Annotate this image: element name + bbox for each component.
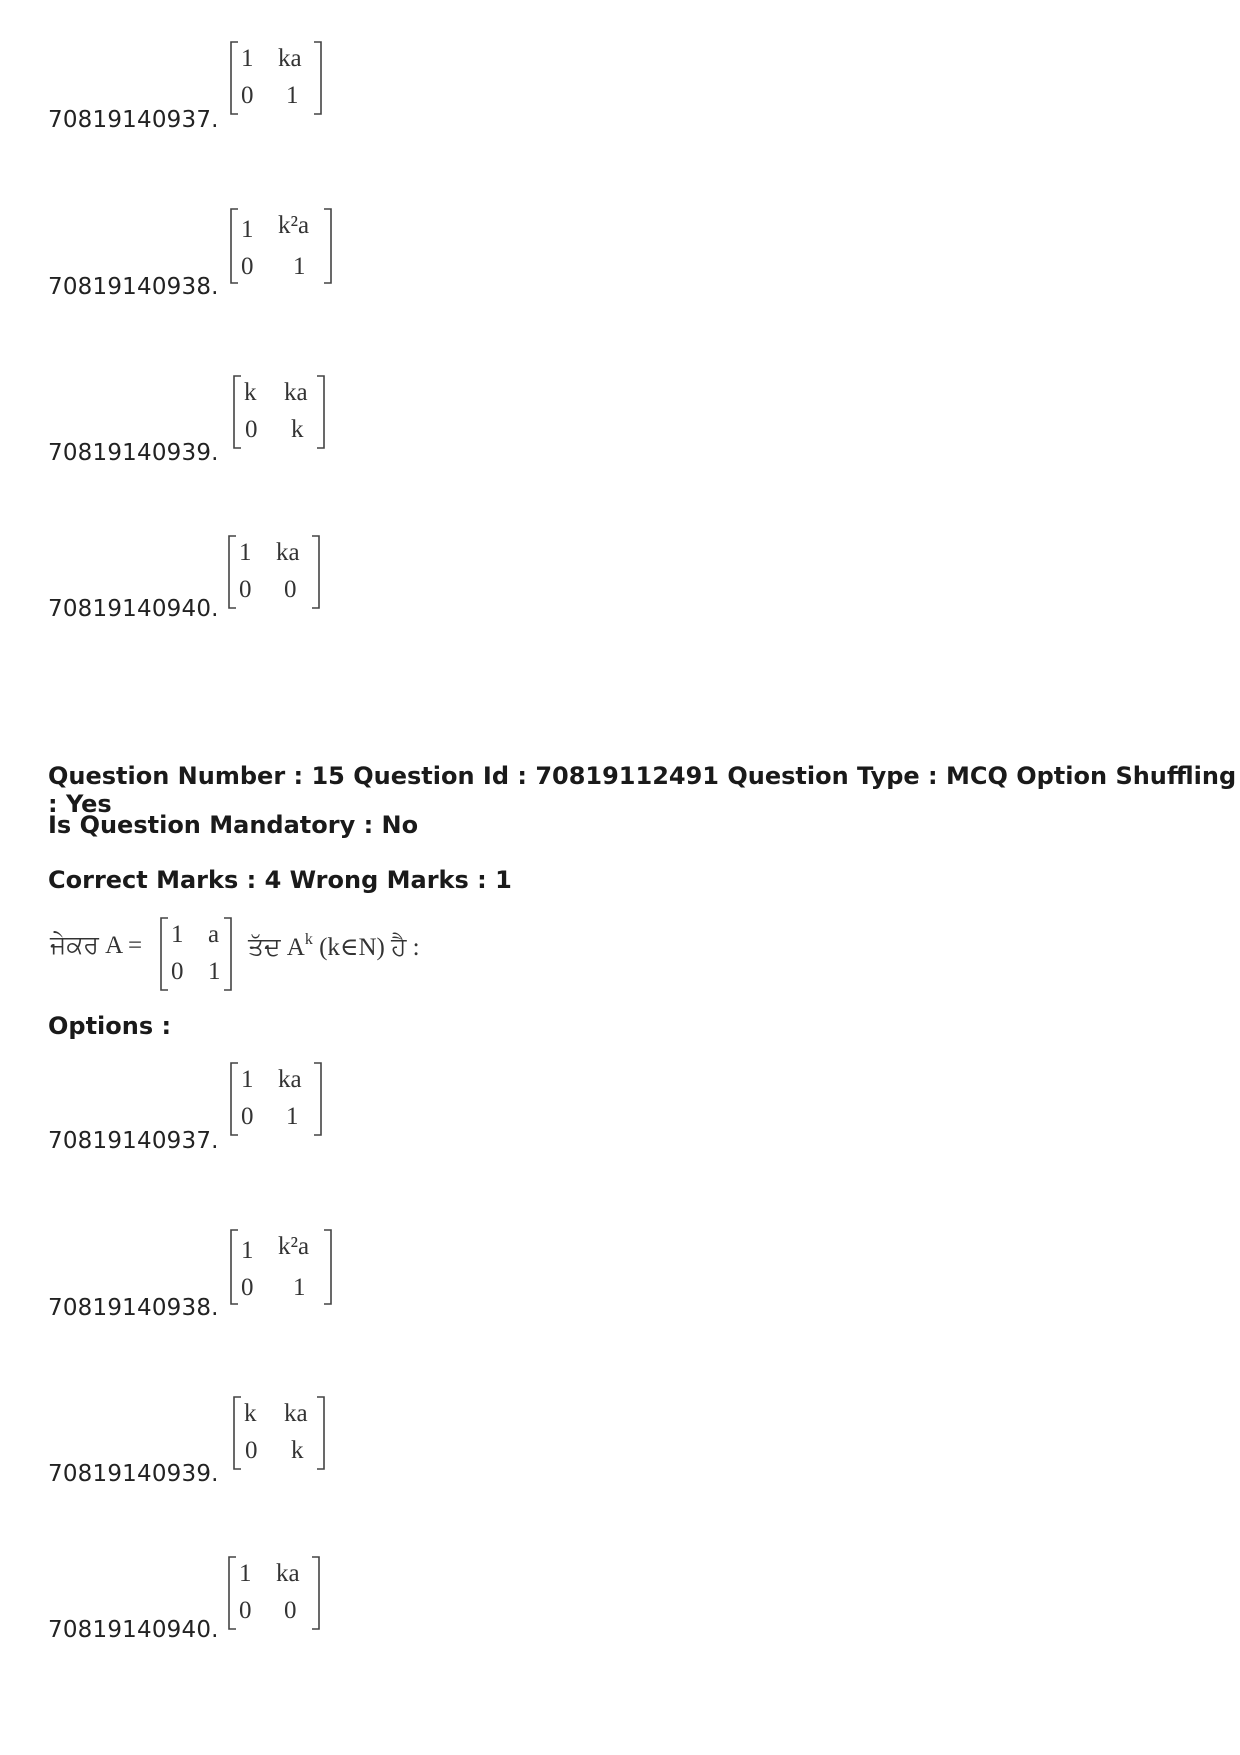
matrix-cell: 0 — [241, 82, 254, 109]
option-matrix — [228, 1059, 338, 1137]
matrix-cell: ka — [284, 379, 308, 406]
option-matrix — [228, 1226, 338, 1304]
matrix-cell: k — [291, 416, 304, 443]
matrix-cell: ka — [278, 45, 302, 72]
matrix-cell: 1 — [241, 1237, 254, 1264]
matrix-cell: a — [208, 921, 220, 948]
matrix-cell: 1 — [239, 539, 252, 566]
question-marks-line: Correct Marks : 4 Wrong Marks : 1 — [48, 866, 512, 894]
matrix-cell: k — [244, 379, 257, 406]
option-id: 70819140939. — [48, 440, 219, 466]
option-id: 70819140940. — [48, 1617, 219, 1643]
matrix-cell: k²a — [278, 212, 310, 239]
option-matrix — [228, 38, 338, 116]
option-matrix — [228, 205, 338, 283]
matrix-cell: 1 — [208, 958, 221, 985]
matrix-brackets — [158, 914, 238, 994]
question-info-line: Question Number : 15 Question Id : 70819112491 Question Type : MCQ Option Shuffling : Yes — [48, 762, 1237, 818]
question-text-end: (k∈N) ਹੈ : — [319, 934, 420, 961]
matrix-cell: 0 — [284, 576, 297, 603]
matrix-cell: 1 — [171, 921, 184, 948]
matrix-cell: 1 — [241, 1066, 254, 1093]
matrix-cell: ka — [284, 1400, 308, 1427]
option-id: 70819140937. — [48, 1128, 219, 1154]
matrix-cell: k — [244, 1400, 257, 1427]
question-text-main: ਤੱਦ A — [248, 934, 305, 961]
matrix-cell: 1 — [286, 1103, 299, 1130]
matrix-cell: ka — [276, 539, 300, 566]
option-id: 70819140940. — [48, 596, 219, 622]
matrix-cell: k — [291, 1437, 304, 1464]
question-mandatory-line: Is Question Mandatory : No — [48, 811, 419, 839]
option-matrix — [231, 1393, 341, 1471]
matrix-cell: 1 — [293, 1274, 306, 1301]
matrix-cell: 0 — [245, 1437, 258, 1464]
matrix-cell: 1 — [239, 1560, 252, 1587]
option-id: 70819140939. — [48, 1461, 219, 1487]
option-id: 70819140938. — [48, 1295, 219, 1321]
option-matrix — [231, 372, 341, 450]
question-text-sup: k — [304, 930, 313, 948]
option-matrix — [226, 1553, 336, 1631]
matrix-cell: ka — [276, 1560, 300, 1587]
matrix-cell: 1 — [241, 45, 254, 72]
question-text-prefix: ਜੇਕਰ A = — [50, 932, 143, 959]
question-text-suffix — [248, 932, 420, 962]
matrix-cell: 0 — [241, 253, 254, 280]
matrix-cell: 1 — [241, 216, 254, 243]
options-label: Options : — [48, 1012, 172, 1040]
matrix-cell: ka — [278, 1066, 302, 1093]
matrix-cell: 1 — [293, 253, 306, 280]
matrix-cell: 0 — [241, 1103, 254, 1130]
matrix-cell: 0 — [239, 1597, 252, 1624]
matrix-cell: 0 — [239, 576, 252, 603]
matrix-cell: 0 — [245, 416, 258, 443]
option-id: 70819140937. — [48, 107, 219, 133]
option-matrix — [226, 532, 336, 610]
matrix-cell: k²a — [278, 1233, 310, 1260]
matrix-cell: 0 — [284, 1597, 297, 1624]
matrix-cell: 0 — [241, 1274, 254, 1301]
matrix-cell: 1 — [286, 82, 299, 109]
matrix-cell: 0 — [171, 958, 184, 985]
option-id: 70819140938. — [48, 274, 219, 300]
